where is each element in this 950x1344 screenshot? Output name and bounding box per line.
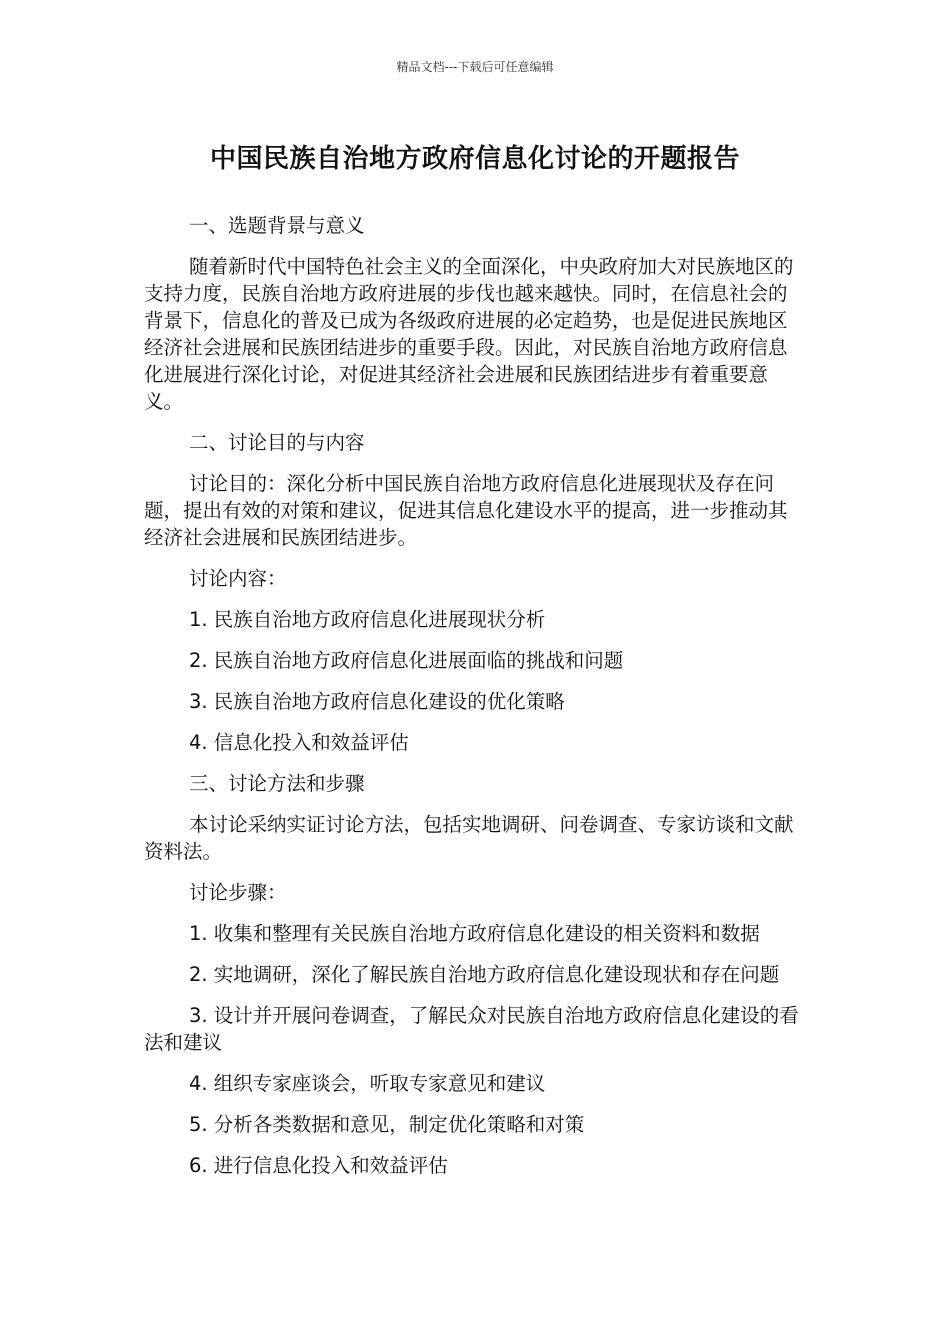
content-item-1: 1. 民族自治地方政府信息化进展现状分析 <box>189 608 546 631</box>
section-heading-methods: 三、讨论方法和步骤 <box>189 772 365 795</box>
paragraph-methods: 本讨论采纳实证讨论方法，包括实地调研、问卷调查、专家访谈和文献资料法。 <box>144 813 794 863</box>
content-item-3: 3. 民族自治地方政府信息化建设的优化策略 <box>189 690 565 713</box>
label-steps: 讨论步骤： <box>189 881 287 904</box>
content-item-2: 2. 民族自治地方政府信息化进展面临的挑战和问题 <box>189 649 624 672</box>
document-title: 中国民族自治地方政府信息化讨论的开题报告 <box>209 144 740 174</box>
section-heading-purpose: 二、讨论目的与内容 <box>189 431 365 454</box>
step-item-4: 4. 组织专家座谈会，听取专家意见和建议 <box>189 1072 546 1095</box>
section-heading-background: 一、选题背景与意义 <box>189 214 365 237</box>
content-item-4: 4. 信息化投入和效益评估 <box>189 731 409 754</box>
paragraph-background: 随着新时代中国特色社会主义的全面深化，中央政府加大对民族地区的支持力度，民族自治地方政府进展的步伐也越来越快。同时，在信息社会的背景下，信息化的普及已成为各级政府进展的必定趋势，也是促进民族地区经济社会进展和民族团结进步的重要手段。因此，对民族自治地方政府信息化进展进行深化讨论，对促进其经济社会进展和民族团结进步有着重要意义。 <box>144 255 794 413</box>
label-content: 讨论内容： <box>189 567 287 590</box>
document-body <box>144 212 800 1193</box>
step-item-5: 5. 分析各类数据和意见，制定优化策略和对策 <box>189 1113 585 1136</box>
step-item-3: 3. 设计并开展问卷调查，了解民众对民族自治地方政府信息化建设的看法和建议 <box>144 1004 799 1054</box>
step-item-2: 2. 实地调研，深化了解民族自治地方政府信息化建设现状和存在问题 <box>189 963 780 986</box>
page-header-note: 精品文档---下载后可任意编辑 <box>396 60 554 74</box>
step-item-6: 6. 进行信息化投入和效益评估 <box>189 1154 448 1177</box>
step-item-1: 1. 收集和整理有关民族自治地方政府信息化建设的相关资料和数据 <box>189 922 760 945</box>
paragraph-purpose: 讨论目的：深化分析中国民族自治地方政府信息化进展现状及存在问题，提出有效的对策和建议，促进其信息化建设水平的提高，进一步推动其经济社会进展和民族团结进步。 <box>144 472 788 549</box>
